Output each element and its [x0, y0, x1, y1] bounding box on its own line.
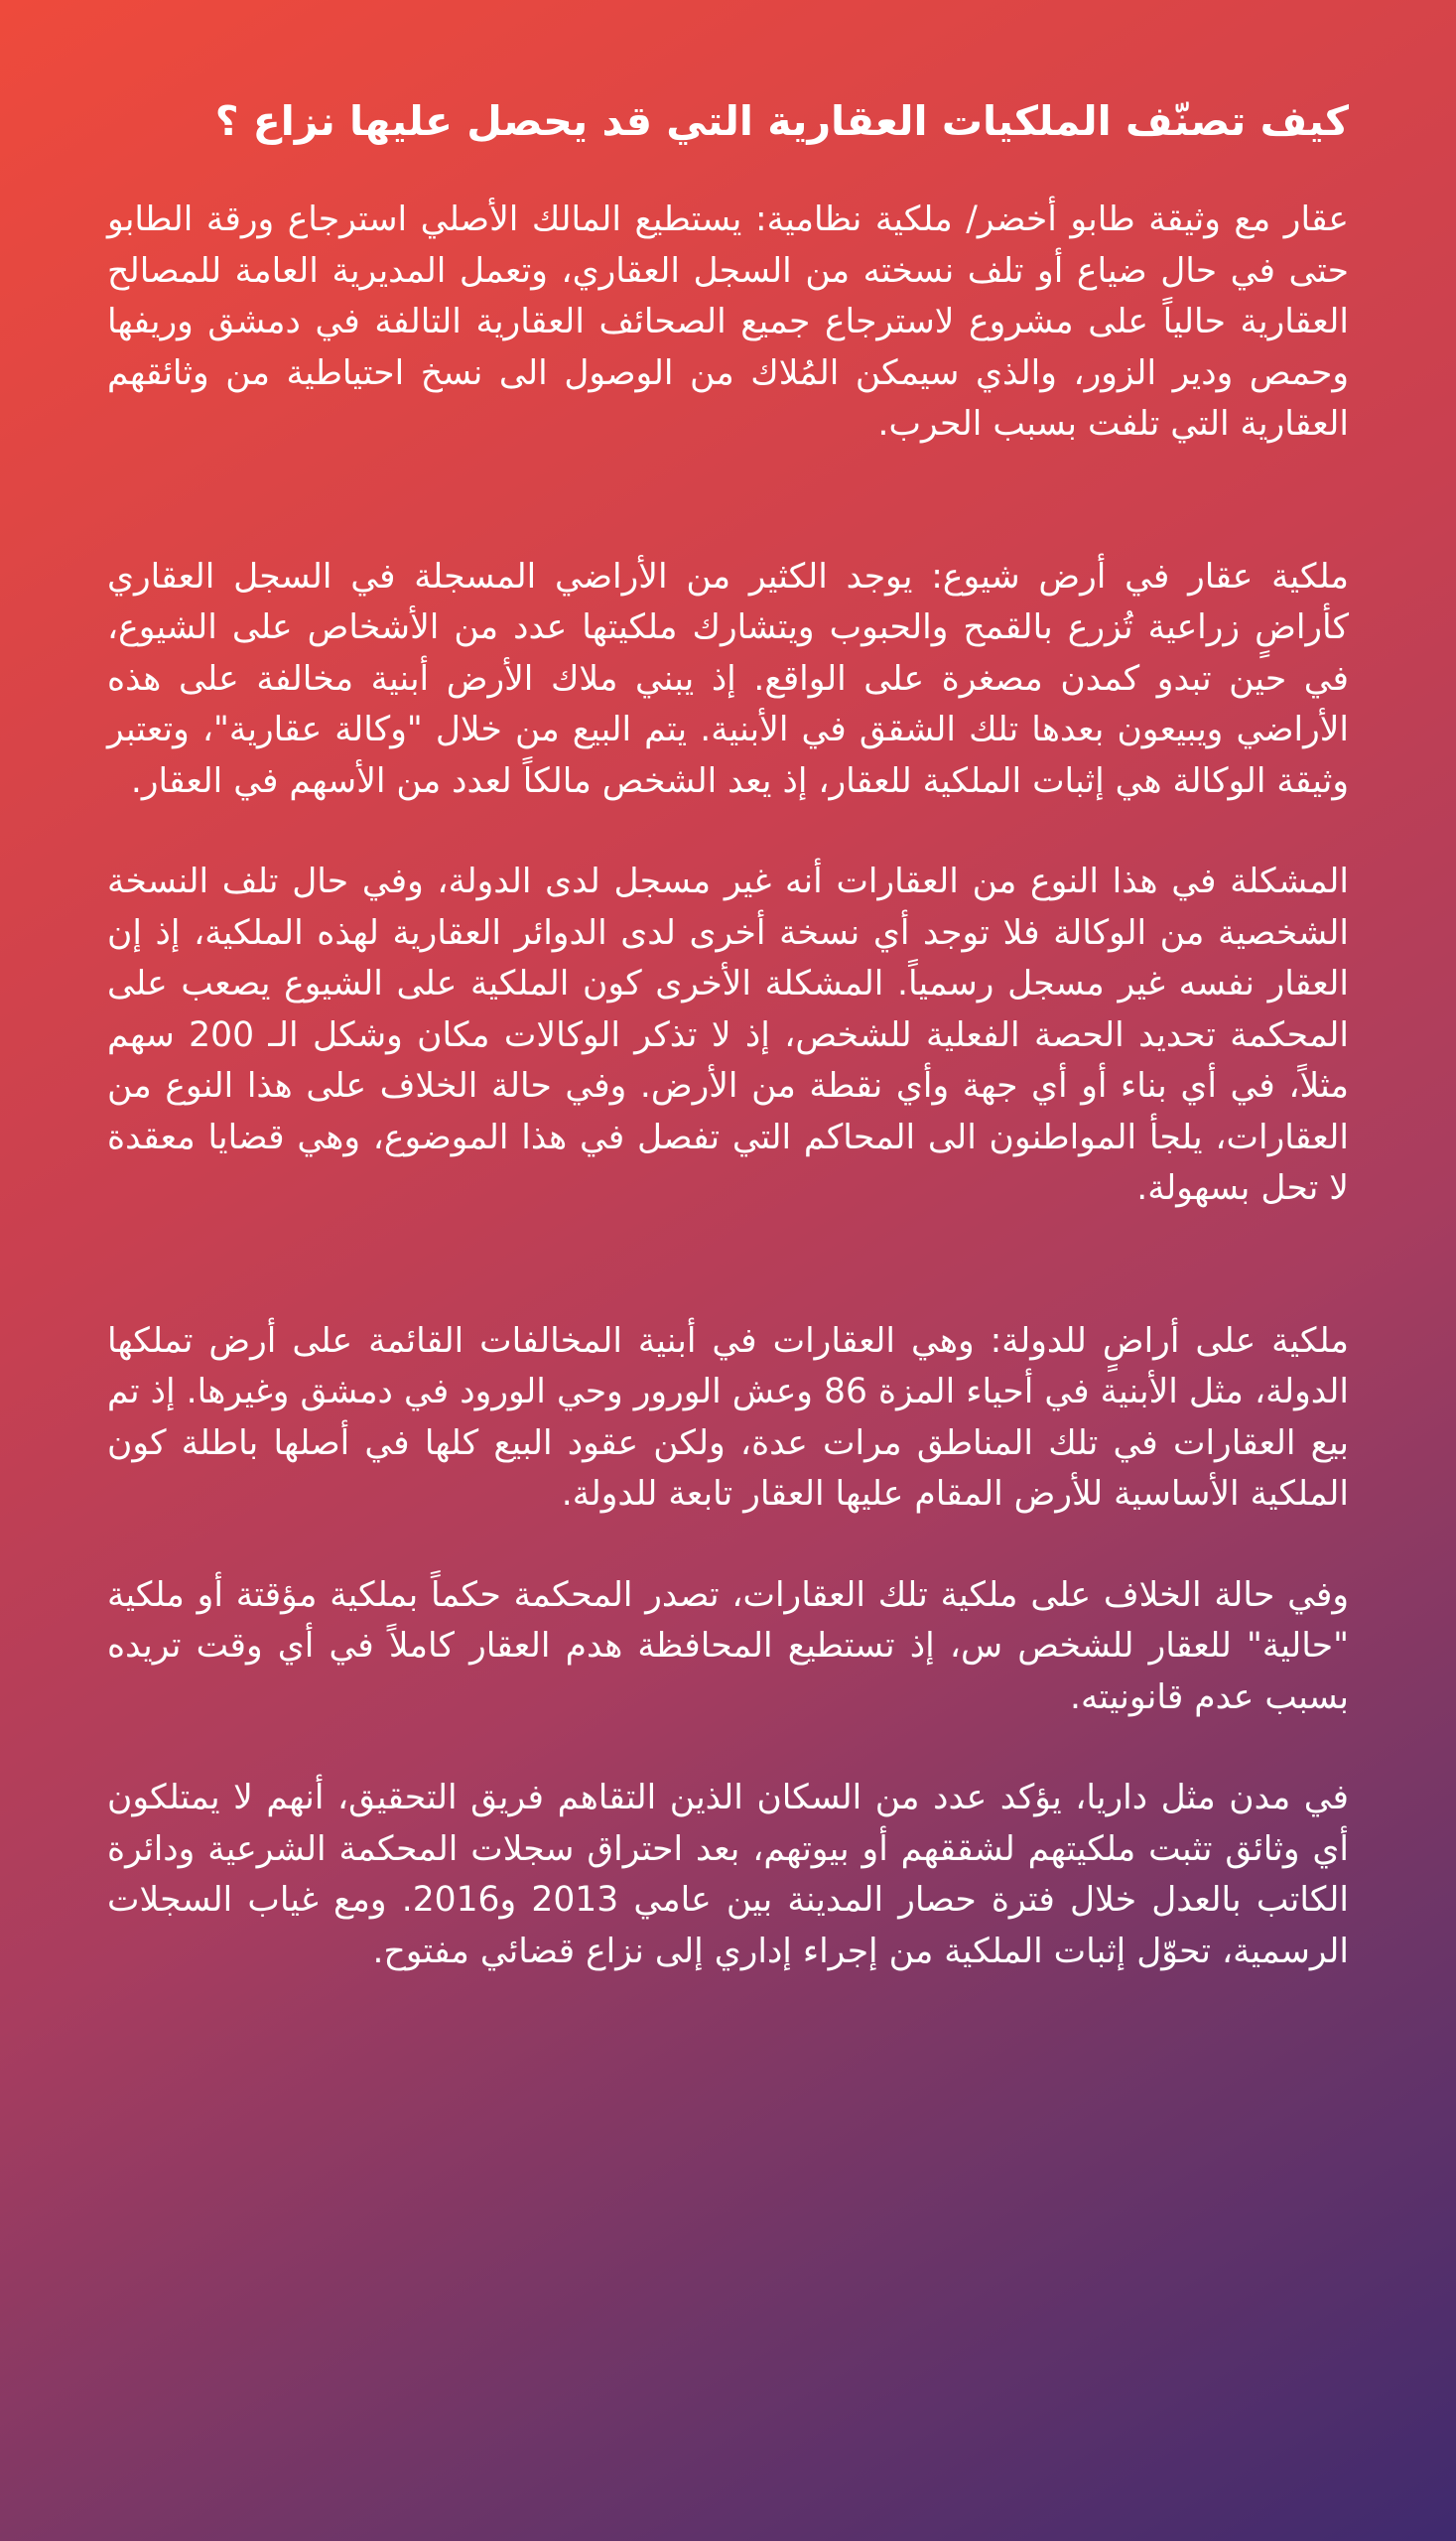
paragraph-shared-land: ملكية عقار في أرض شيوع: يوجد الكثير من الأراضي المسجلة في السجل العقاري كأراضٍ زراعية تُزرع بالقمح والحبوب ويتشارك ملكيتها عدد من الأشخاص على الشيوع، في حين تبدو كمدن مصغرة على الواقع. إذ يبني ملاك الأرض أبنية مخالفة على هذه الأراضي ويبيعون بعدها تلك الشقق في الأبنية. يتم البيع من خلال "وكالة عقارية"، وتعتبر وثيقة الوكالة هي إثبات الملكية للعقار، إذ يعد الشخص مالكاً لعدد من الأسهم في العقار. — [107, 556, 1349, 801]
paragraph-state-land: ملكية على أراضٍ للدولة: وهي العقارات في أبنية المخالفات القائمة على أرض تملكها الدولة، مثل الأبنية في أحياء المزة 86 وعش الورور وحي الورود في دمشق وغيرها. إذ تم بيع العقارات في تلك المناطق مرات عدة، ولكن عقود البيع كلها في أصلها باطلة كون الملكية الأساسية للأرض المقام عليها العقار تابعة للدولة. — [107, 1320, 1349, 1514]
article-title: كيف تصنّف الملكيات العقارية التي قد يحصل عليها نزاع ؟ — [214, 97, 1349, 145]
paragraph-spacer — [107, 1215, 1349, 1316]
paragraph-daraya: في مدن مثل داريا، يؤكد عدد من السكان الذين التقاهم فريق التحقيق، أنهم لا يمتلكون أي وثائق تثبت ملكيتهم لشققهم أو بيوتهم، بعد احتراق سجلات المحكمة الشرعية ودائرة الكاتب بالعدل خلال فترة حصار المدينة بين عامي 2013 و2016. ومع غياب السجلات الرسمية، تحوّل إثبات الملكية من إجراء إداري إلى نزاع قضائي مفتوح. — [107, 1778, 1349, 1971]
paragraph-state-land-dispute: وفي حالة الخلاف على ملكية تلك العقارات، تصدر المحكمة حكماً بملكية مؤقتة أو ملكية "حالية" للعقار للشخص س، إذ تستطيع المحافظة هدم العقار كاملاً في أي وقت تريده بسبب عدم قانونيته. — [107, 1574, 1349, 1717]
paragraph-shared-land-problem: المشكلة في هذا النوع من العقارات أنه غير مسجل لدى الدولة، وفي حال تلف النسخة الشخصية من الوكالة فلا توجد أي نسخة أخرى لدى الدوائر العقارية لهذه الملكية، إذ إن العقار نفسه غير مسجل رسمياً. المشكلة الأخرى كون الملكية على الشيوع يصعب على المحكمة تحديد الحصة الفعلية للشخص، إذ لا تذكر الوكالات مكان وشكل الـ 200 سهم مثلاً، في أي بناء أو أي جهة وأي نقطة من الأرض. وفي حالة الخلاف على هذا النوع من العقارات، يلجأ المواطنون الى المحاكم التي تفصل في هذا الموضوع، وهي قضايا معقدة لا تحل بسهولة. — [107, 862, 1349, 1208]
paragraph-spacer — [107, 451, 1349, 552]
paragraph-green-deed: عقار مع وثيقة طابو أخضر/ ملكية نظامية: يستطيع المالك الأصلي استرجاع ورقة الطابو حتى في حال ضياع أو تلف نسخته من السجل العقاري، وتعمل المديرية العامة للمصالح العقارية حالياً على مشروع لاسترجاع جميع الصحائف العقارية التالفة في دمشق وريفها وحمص ودير الزور، والذي سيمكن المُلاك من الوصول الى نسخ احتياطية من وثائقهم العقارية التي تلفت بسبب الحرب. — [107, 200, 1349, 444]
paragraph-spacer — [107, 1521, 1349, 1570]
paragraph-spacer — [107, 807, 1349, 857]
paragraph-spacer — [107, 1723, 1349, 1773]
